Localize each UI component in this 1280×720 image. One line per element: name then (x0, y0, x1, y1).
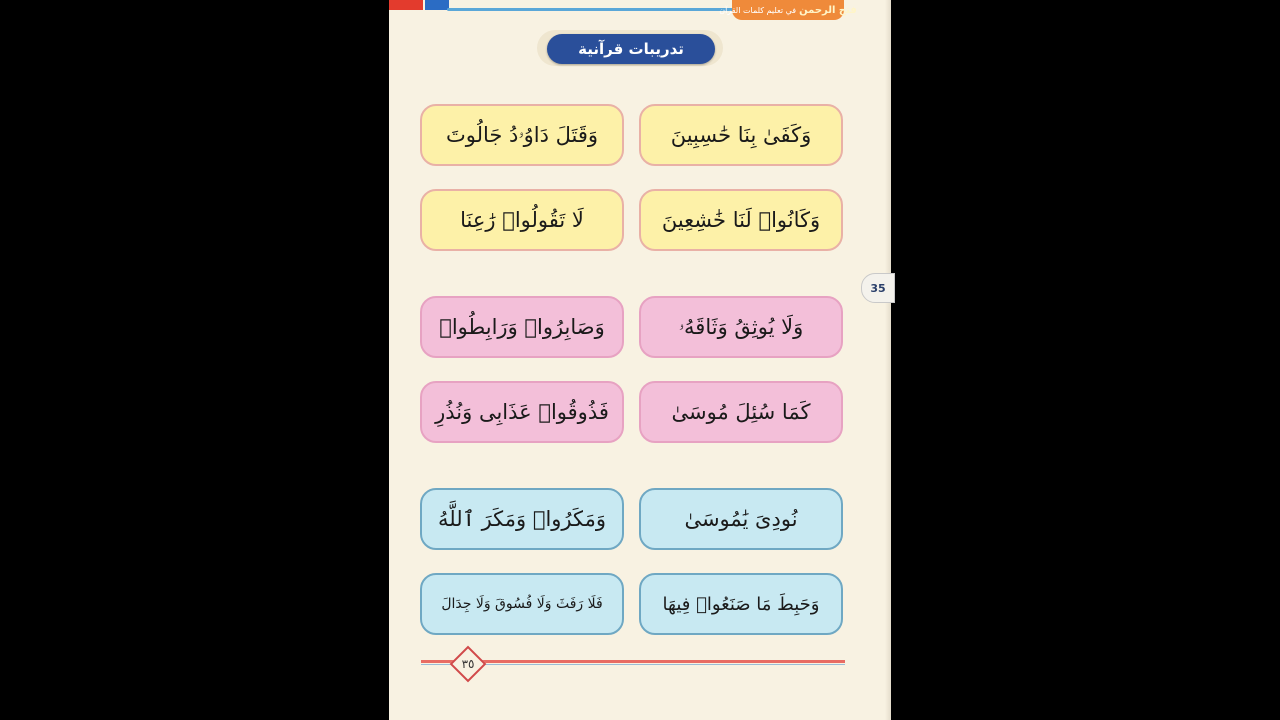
header-badge (719, 0, 857, 20)
card-text: وَحَبِطَ مَا صَنَعُوا۟ فِيهَا (662, 593, 820, 615)
header-blue-stripe (425, 0, 449, 10)
word-card (420, 189, 624, 251)
card-text: نُودِىَ يَٰمُوسَىٰ (684, 507, 798, 531)
card-text: وَصَابِرُوا۟ وَرَابِطُوا۟ (439, 315, 605, 339)
header-brand: فتح الرحمن (799, 4, 857, 16)
word-card (420, 488, 624, 550)
card-text: وَكَفَىٰ بِنَا حَٰسِبِينَ (670, 123, 812, 147)
word-card (420, 573, 624, 635)
card-text: فَلَا رَفَثَ وَلَا فُسُوقَ وَلَا جِدَالَ (441, 596, 603, 612)
card-text: فَذُوقُوا۟ عَذَابِى وَنُذُرِ (435, 400, 609, 424)
word-card (639, 104, 843, 166)
page-title: تدريبات قرآنية (547, 34, 715, 64)
header-strip (389, 0, 891, 22)
card-text: وَكَانُوا۟ لَنَا خَٰشِعِينَ (661, 208, 821, 232)
card-text: كَمَا سُئِلَ مُوسَىٰ (671, 400, 811, 424)
card-text: وَلَا يُوثِقُ وَثَاقَهُۥ (678, 314, 804, 339)
word-card (639, 573, 843, 635)
card-text: وَمَكَرُوا۟ وَمَكَرَ ٱللَّهُ (438, 507, 606, 531)
header-subtitle: في تعليم كلمات القرآن (719, 5, 797, 15)
word-card (639, 381, 843, 443)
card-text: وَقَتَلَ دَاوُۥدُ جَالُوتَ (445, 122, 599, 147)
word-card (639, 296, 843, 358)
header-line (447, 8, 737, 11)
word-card (420, 381, 624, 443)
card-text: لَا تَقُولُوا۟ رَٰعِنَا (460, 208, 584, 232)
page-edge (885, 0, 891, 720)
word-card (639, 488, 843, 550)
header-red-stripe (389, 0, 423, 10)
book-page (389, 0, 891, 720)
word-card (639, 189, 843, 251)
word-card (420, 296, 624, 358)
page-number: ٣٥ (461, 657, 475, 671)
word-card (420, 104, 624, 166)
page-side-tab[interactable]: 35 (861, 273, 895, 303)
